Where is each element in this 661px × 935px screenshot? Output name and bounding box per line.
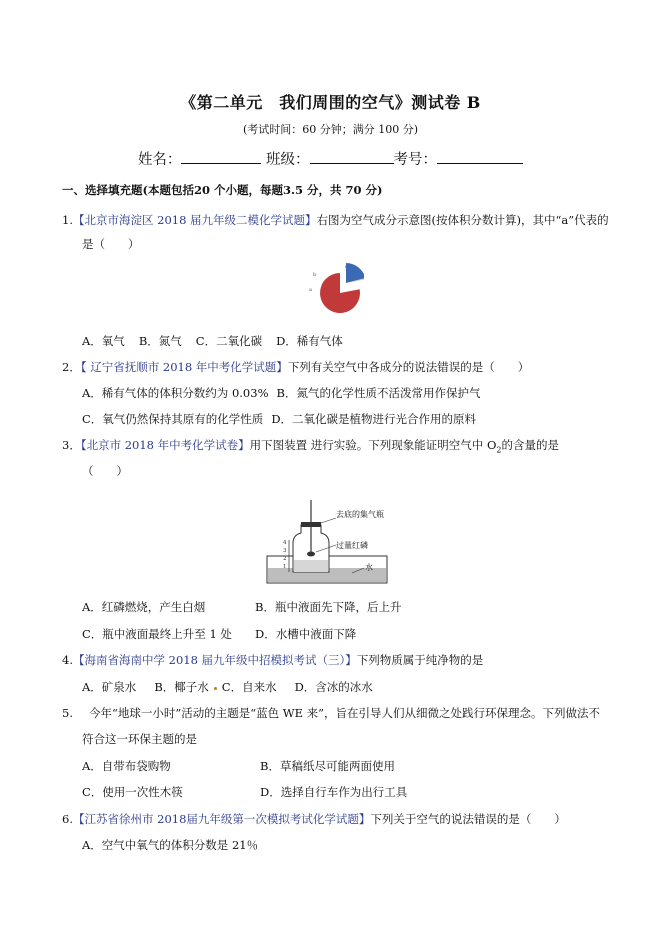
q2-option-d[interactable]: D．二氧化碳是植物进行光合作用的原料 [271, 412, 477, 426]
q4-number: 4. [62, 653, 73, 667]
flask-leader-line [321, 518, 336, 523]
experiment-apparatus-diagram [264, 498, 396, 588]
q1-option-c[interactable]: C．二氧化碳 [195, 334, 263, 348]
q2-stem [62, 359, 529, 375]
q5-option-d[interactable]: D．选择自行车作为出行工具 [260, 785, 408, 799]
number-blank[interactable] [437, 149, 523, 164]
class-blank[interactable] [310, 149, 394, 164]
q4-option-a[interactable]: A．矿泉水 [82, 680, 137, 694]
q2-option-a[interactable]: A．稀有气体的体积分数约为 0.03% [82, 386, 269, 400]
scale-mark-2: 2 [283, 556, 287, 562]
pie-label-c: c [345, 264, 348, 270]
q2-options-row2 [82, 411, 476, 427]
air-composition-pie-chart [308, 262, 364, 318]
q5-option-b[interactable]: B．草稿纸尽可能两面使用 [260, 759, 395, 773]
q4-text: 下列物质属于纯净物的是 [356, 653, 484, 667]
section-heading: 一、选择填充题(本题包括20 个小题，每题3.5 分，共 70 分) [62, 183, 383, 197]
exam-info: (考试时间：60 分钟；满分 100 分) [242, 123, 419, 136]
q1-source: 【北京市海淀区 2018 届九年级二模化学试题】 [72, 213, 317, 227]
q4-options [82, 679, 373, 695]
page-title: 《第二单元 我们周围的空气》测试卷 B [180, 93, 481, 112]
q6-text: 下列关于空气的说法错误的是（ ） [370, 812, 566, 826]
pie-label-a: a [309, 287, 312, 293]
q1-stem [62, 212, 609, 228]
label-bottomless-jar: 去底的集气瓶 [336, 510, 384, 519]
q3-text: 用下图装置 进行实验。下列现象能证明空气中 O [249, 438, 497, 452]
q1-option-a[interactable]: A．氧气 [82, 334, 125, 348]
q6-stem [62, 811, 566, 827]
q6-number: 6. [62, 812, 73, 826]
number-label: 考号： [393, 152, 438, 168]
q2-number: 2． [62, 360, 81, 374]
q1-stem-cont: 是（ ） [82, 237, 140, 251]
name-label: 姓名： [137, 152, 182, 168]
q3-text-end: 的含量的是 [501, 438, 559, 452]
name-blank[interactable] [181, 149, 261, 164]
q3-option-a[interactable]: A．红磷燃烧，产生白烟 [82, 600, 206, 614]
q3-option-b[interactable]: B．瓶中液面先下降，后上升 [255, 600, 402, 614]
q3-option-d[interactable]: D．水槽中液面下降 [255, 627, 357, 641]
q4-option-b[interactable]: B．椰子水 [154, 680, 209, 694]
class-label: 班级： [266, 152, 310, 168]
scale-mark-1: 1 [283, 564, 287, 570]
q5-text: 今年“地球一小时”活动的主题是“蓝色 WE 来”，旨在引导人们从细微之处践行环保理念。下列做法不 [88, 706, 601, 720]
stray-dot-mark [214, 687, 217, 690]
q4-source: 【海南省海南中学 2018 届九年级中招模拟考试（三）】 [72, 653, 357, 667]
q2-option-b[interactable]: B．氮气的化学性质不活泼常用作保护气 [276, 386, 481, 400]
pie-label-b: b [313, 272, 317, 278]
q2-option-c[interactable]: C．氧气仍然保持其原有的化学性质 [82, 412, 264, 426]
q3-number: 3． [62, 438, 81, 452]
q3-subscript: 2 [496, 445, 502, 455]
label-red-phosphorus: 过量红磷 [336, 541, 368, 550]
red-phosphorus [307, 552, 315, 557]
q5-number: 5. [62, 706, 73, 720]
q4-option-c[interactable]: C．自来水 [221, 680, 277, 694]
q1-option-b[interactable]: B．氮气 [138, 334, 182, 348]
q5-option-a[interactable]: A．自带布袋购物 [82, 759, 171, 773]
q2-text: 下列有关空气中各成分的说法错误的是（ ） [287, 360, 530, 374]
q3-stem-cont: （ ） [82, 464, 128, 478]
q3-source: 【北京市 2018 年中考化学试卷】 [80, 438, 250, 452]
scale-mark-3: 3 [283, 548, 287, 554]
q1-option-d[interactable]: D．稀有气体 [276, 334, 343, 348]
jar-water [294, 560, 328, 572]
q5-option-c[interactable]: C．使用一次性木筷 [82, 785, 183, 799]
scale-mark-4: 4 [283, 540, 287, 546]
q6-source: 【江苏省徐州市 2018届九年级第一次模拟考试化学试题】 [72, 812, 371, 826]
q5-stem [62, 705, 600, 721]
student-info-fields [0, 148, 661, 169]
q3-option-c[interactable]: C．瓶中液面最终上升至 1 处 [82, 627, 232, 641]
q4-stem [62, 652, 483, 668]
q1-options [82, 333, 343, 349]
q2-options-row1 [82, 385, 480, 401]
label-water: 水 [365, 563, 373, 572]
q1-number: 1. [62, 213, 73, 227]
q3-stem [62, 437, 559, 454]
q6-option-a[interactable]: A．空气中氧气的体积分数是 21％ [82, 838, 259, 852]
q1-text: 右图为空气成分示意图(按体积分数计算)，其中“a”代表的 [316, 213, 609, 227]
q5-stem-cont: 符合这一环保主题的是 [82, 732, 197, 746]
q2-source: 【 辽宁省抚顺市 2018 年中考化学试题】 [80, 360, 288, 374]
q4-option-d[interactable]: D．含冰的冰水 [294, 680, 373, 694]
